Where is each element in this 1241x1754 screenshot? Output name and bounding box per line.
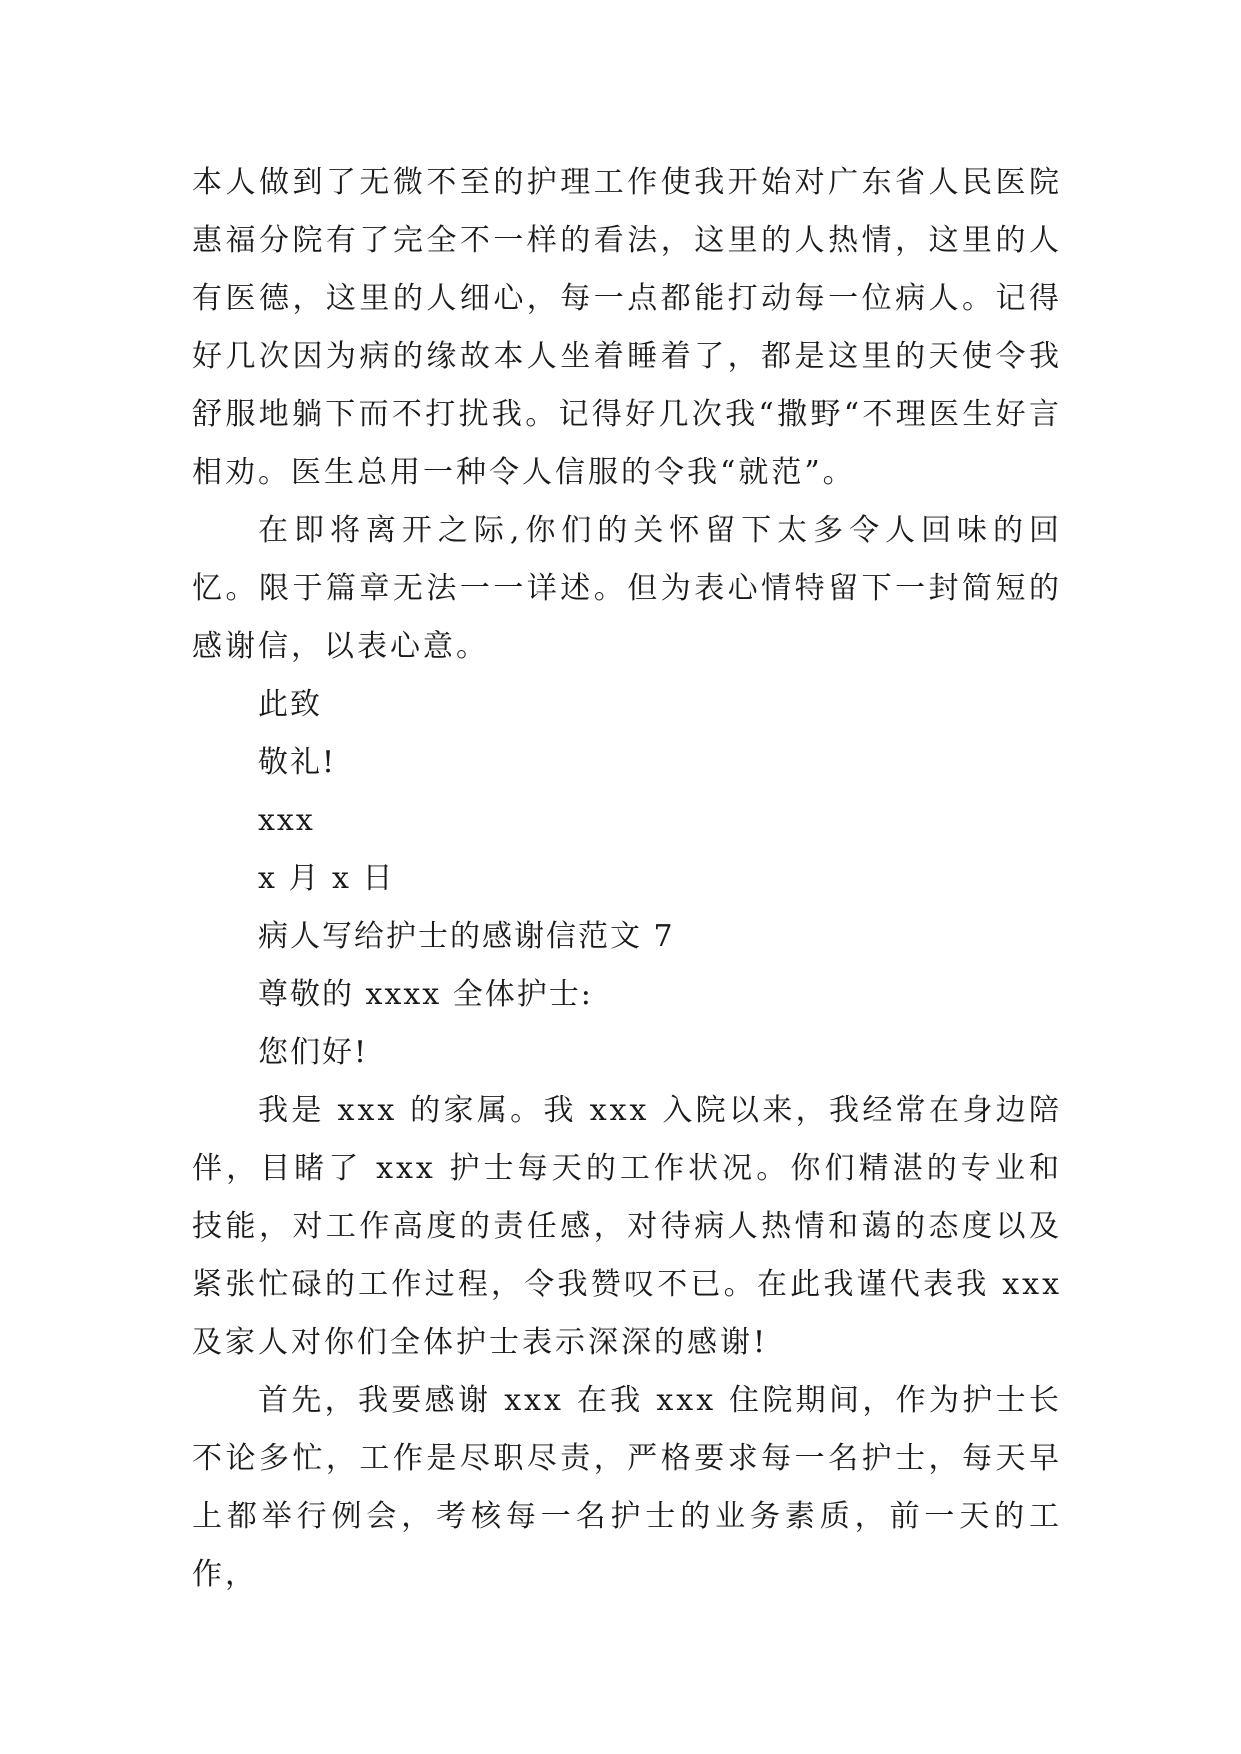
letter-hello: 您们好!: [258, 1035, 369, 1070]
letter-greeting: 尊敬的 xxxx 全体护士:: [258, 977, 593, 1012]
paragraph-head-nurse: 首先，我要感谢 xxx 在我 xxx 住院期间，作为护士长不论多忙，工作是尽职尽责，严格要求每一名护士，每天早上都举行例会，考核每一名护士的业务素质，前一天的工作，: [192, 1383, 1062, 1592]
closing-regards: 敬礼!: [258, 745, 337, 780]
signature-date: x 月 x 日: [258, 861, 395, 896]
paragraph-family-thanks: 我是 xxx 的家属。我 xxx 入院以来，我经常在身边陪伴，目睹了 xxx 护士每天的工作状况。你们精湛的专业和技能，对工作高度的责任感，对待病人热情和蔼的态度以及紧张忙碌的工作过程，令我赞叹不已。在此我谨代表我 xxx 及家人对你们全体护士表示深深的感谢!: [192, 1093, 1062, 1360]
letter-body: [192, 154, 1062, 1604]
section-heading: 病人写给护士的感谢信范文 7: [258, 919, 675, 954]
paragraph-care-experience: 本人做到了无微不至的护理工作使我开始对广东省人民医院惠福分院有了完全不一样的看法，这里的人热情，这里的人有医德，这里的人细心，每一点都能打动每一位病人。记得好几次因为病的缘故本人坐着睡着了，都是这里的天使令我舒服地躺下而不打扰我。记得好几次我“撒野“不理医生好言相劝。医生总用一种令人信服的令我“就范”。: [192, 165, 1062, 490]
closing-salutation: 此致: [258, 687, 322, 722]
signature-name: xxx: [258, 803, 315, 838]
paragraph-farewell: 在即将离开之际,你们的关怀留下太多令人回味的回忆。限于篇章无法一一详述。但为表心情特留下一封简短的感谢信，以表心意。: [192, 513, 1062, 664]
